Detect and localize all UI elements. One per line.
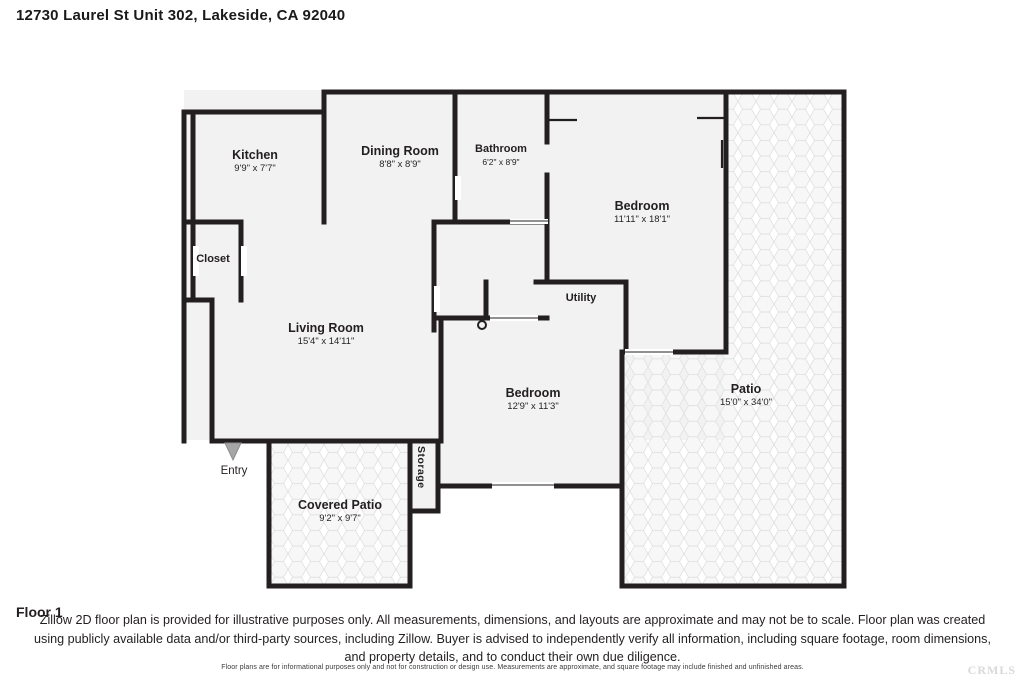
disclaimer-text: Zillow 2D floor plan is provided for illustrative purposes only. All measurements, dimensions, and layouts are approximate and may not be to scale. Floor plan was created using publicly available data and/or third-party sources, including Zillow. Buyer is advised to independently verify all information, including square footage, room dimensions, and property details, and to conduct their own due diligence. (34, 613, 991, 664)
entry-arrow-icon (225, 443, 241, 460)
room-dimensions-bedroom-2: 12'9" x 11'3" (507, 401, 559, 413)
watermark: CRMLS (967, 663, 1016, 677)
room-name-utility: Utility (565, 292, 597, 304)
room-label-bedroom-2 (453, 386, 613, 413)
room-name-kitchen: Kitchen (232, 148, 278, 162)
room-label-bathroom (442, 143, 560, 167)
room-dimensions-dining-room: 8'8" x 8'9" (379, 159, 421, 171)
entry-label: Entry (220, 465, 248, 477)
room-name-bedroom-1: Bedroom (614, 199, 670, 213)
room-dimensions-covered-patio: 9'2" x 9'7" (319, 513, 361, 525)
room-dimensions-kitchen: 9'9" x 7'7" (234, 163, 276, 175)
room-dimensions-living-room: 15'4" x 14'11" (297, 336, 355, 348)
room-label-storage (415, 446, 427, 489)
room-label-closet (172, 253, 254, 268)
room-name-storage: Storage (415, 446, 427, 489)
room-name-dining-room: Dining Room (361, 144, 439, 158)
room-label-kitchen (205, 148, 305, 175)
room-name-bathroom: Bathroom (475, 143, 527, 155)
room-label-covered-patio (260, 498, 420, 525)
page-title: 12730 Laurel St Unit 302, Lakeside, CA 92040 (16, 7, 346, 24)
room-label-bedroom-1 (562, 199, 722, 226)
room-dimensions-patio: 15'0" x 34'0" (719, 397, 773, 409)
room-label-patio (660, 382, 832, 409)
room-name-covered-patio: Covered Patio (297, 498, 383, 512)
room-name-bedroom-2: Bedroom (505, 386, 561, 400)
room-label-living-room (245, 321, 407, 348)
floor-label: Floor 1 (16, 604, 63, 620)
disclaimer-fineprint: Floor plans are for informational purposes only and not for construction or design use. Measurements are approximate, and square footage may include finished and unfinished areas. (221, 664, 804, 671)
room-dimensions-bathroom: 6'2" x 8'9" (482, 156, 520, 167)
room-name-living-room: Living Room (288, 321, 364, 335)
room-name-closet: Closet (196, 253, 230, 265)
room-dimensions-bedroom-1: 11'11" x 18'1" (614, 214, 670, 226)
room-label-utility (526, 292, 636, 307)
room-name-patio: Patio (730, 382, 762, 396)
